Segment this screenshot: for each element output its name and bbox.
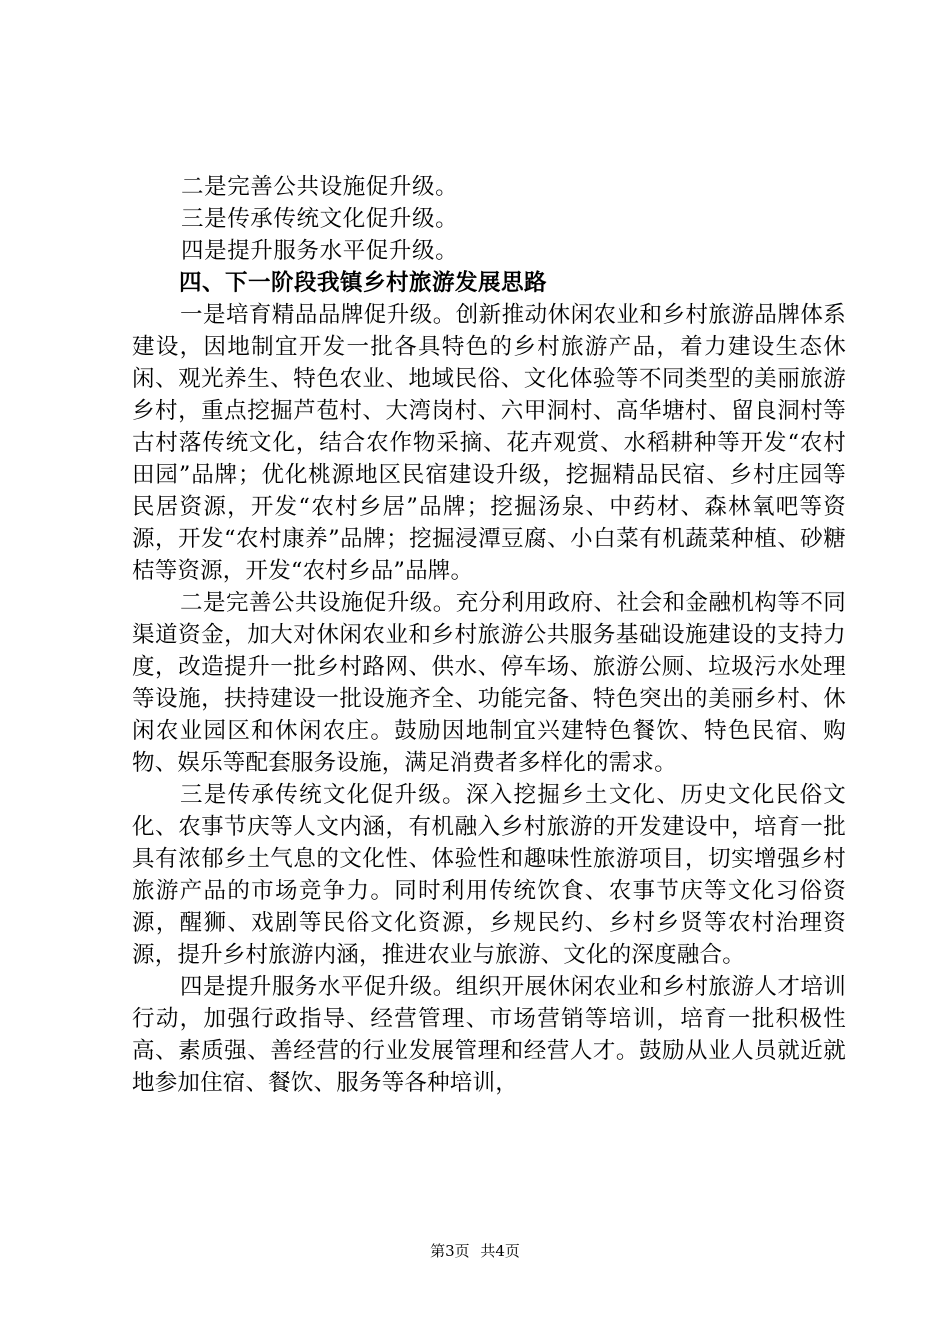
page-total: 共4页 [480, 1242, 520, 1260]
section-heading: 四、下一阶段我镇乡村旅游发展思路 [179, 270, 548, 296]
summary-line: 二是完善公共设施促升级。 [181, 174, 459, 200]
paragraph-brand: 一是培育精品品牌促升级。创新推动休闲农业和乡村旅游品牌体系建设，因地制宜开发一批各具特色的乡村旅游产品，着力建设生态休闲、观光养生、特色农业、地域民俗、文化体验等不同类型的美丽旅游乡村，重点挖掘芦苞村、大湾岗村、六甲洞村、高华塘村、留良洞村等古村落传统文化，结合农作物采摘、花卉观赏、水稻耕种等开发“农村田园”品牌；优化桃源地区民宿建设升级，挖掘精品民宿、乡村庄园等民居资源，开发“农村乡居”品牌；挖掘汤泉、中药材、森林氧吧等资源，开发“农村康养”品牌；挖掘浸潭豆腐、小白菜有机蔬菜种植、砂糖桔等资源，开发“农村乡品”品牌。 [132, 302, 846, 584]
summary-line: 三是传承传统文化促升级。 [181, 206, 459, 232]
paragraph-service: 四是提升服务水平促升级。组织开展休闲农业和乡村旅游人才培训行动，加强行政指导、经营管理、市场营销等培训，培育一批积极性高、素质强、善经营的行业发展管理和经营人才。鼓励从业人员就近就地参加住宿、餐饮、服务等各种培训， [132, 974, 846, 1096]
page-footer [0, 1241, 950, 1261]
document-body [132, 171, 846, 1099]
paragraph-culture: 三是传承传统文化促升级。深入挖掘乡土文化、历史文化民俗文化、农事节庆等人文内涵，有机融入乡村旅游的开发建设中，培育一批具有浓郁乡土气息的文化性、体验性和趣味性旅游项目，切实增强乡村旅游产品的市场竞争力。同时利用传统饮食、农事节庆等文化习俗资源，醒狮、戏剧等民俗文化资源，乡规民约、乡村乡贤等农村治理资源，提升乡村旅游内涵，推进农业与旅游、文化的深度融合。 [132, 782, 846, 968]
summary-line: 四是提升服务水平促升级。 [181, 238, 459, 264]
paragraph-facilities: 二是完善公共设施促升级。充分利用政府、社会和金融机构等不同渠道资金，加大对休闲农业和乡村旅游公共服务基础设施建设的支持力度，改造提升一批乡村路网、供水、停车场、旅游公厕、垃圾污水处理等设施，扶持建设一批设施齐全、功能完备、特色突出的美丽乡村、休闲农业园区和休闲农庄。鼓励因地制宜兴建特色餐饮、特色民宿、购物、娱乐等配套服务设施，满足消费者多样化的需求。 [132, 590, 846, 776]
page-number: 第3页 [430, 1242, 470, 1260]
